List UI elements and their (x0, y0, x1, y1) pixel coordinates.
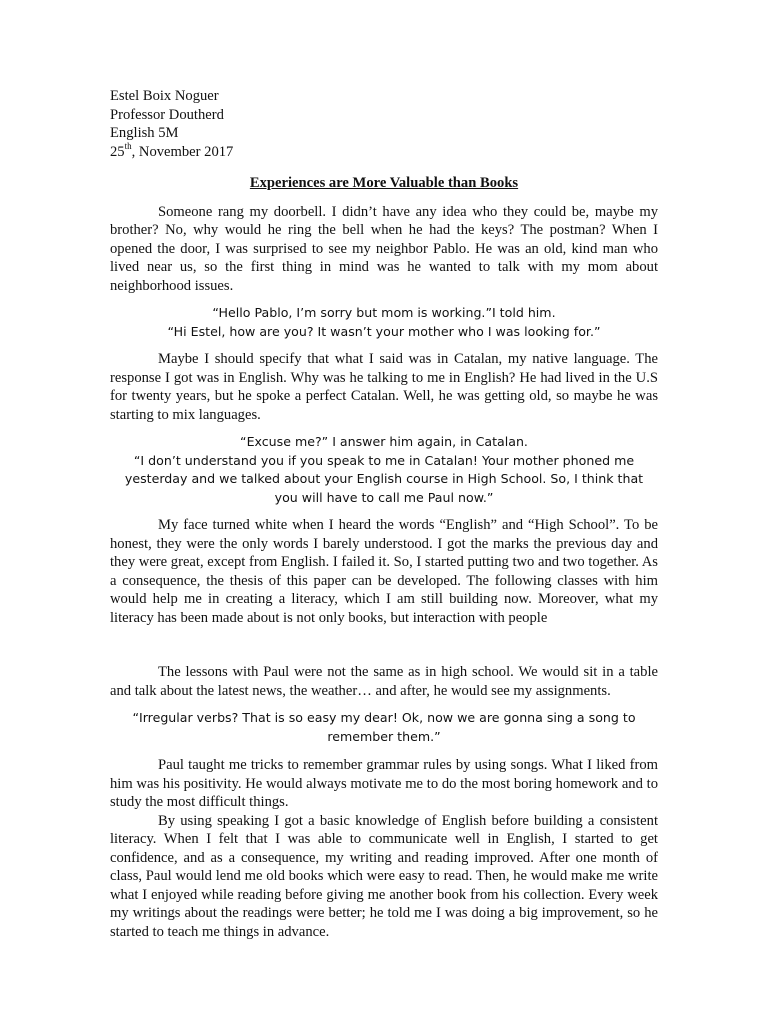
paragraph-1: Someone rang my doorbell. I didn’t have any idea who they could be, maybe my brother? No, why would he ring the bell when he had the keys? The postman? When I opened the door, I was surprised to see my neighbor Pablo. He was an old, kind man who lived near us, so the first thing in mind was he wanted to talk with my mom about neighborhood issues. (110, 203, 658, 294)
essay-title: Experiences are More Valuable than Books (249, 175, 519, 191)
author-name: Estel Boix Noguer (110, 88, 219, 104)
document-heading (110, 87, 658, 161)
date-suffix: th (124, 140, 132, 151)
document-date (110, 140, 658, 162)
dialogue-1-line-2: “Hi Estel, how are you? It wasn’t your mother who I was looking for.” (167, 323, 601, 339)
dialogue-3: “Irregular verbs? That is so easy my dear! Ok, now we are gonna sing a song to remember them.” (132, 710, 636, 744)
paragraph-3: My face turned white when I heard the words “English” and “High School”. To be honest, they were the only words I barely understood. I got the marks the previous day and they were great, except from English. I failed it. So, I started putting two and two together. As a consequence, the thesis of this paper can be developed. The following classes with him would help me in creating a literacy, which I am still building now. Moreover, what my literacy has been made about is not only books, but interaction with people (110, 517, 658, 626)
paragraph-5: Paul taught me tricks to remember grammar rules by using songs. What I liked from him was his positivity. He would always motivate me to do the most boring homework and to study the most difficult things. (110, 757, 658, 810)
paragraph-2: Maybe I should specify that what I said was in Catalan, my native language. The response I got was in English. Why was he talking to me in English? He had lived in the U.S for twenty years, but he spoke a perfect Catalan. Well, he was getting old, so maybe he was starting to mix languages. (110, 351, 658, 423)
date-day: 25 (110, 143, 125, 160)
course-name: English 5M (110, 125, 179, 141)
paragraph-6: By using speaking I got a basic knowledge of English before building a consistent literacy. When I felt that I was able to communicate well in English, I started to get confidence, and as a consequence, my writing and reading improved. After one month of class, Paul would lend me old books which were easy to read. Then, he would make me write what I enjoyed while reading before giving me another book from his collection. Every week my writings about the readings were better; he told me I was doing a big improvement, so he started to teach me things in advance. (110, 812, 658, 940)
date-rest: , November 2017 (131, 143, 234, 160)
dialogue-1-line-1: “Hello Pablo, I’m sorry but mom is working.”I told him. (212, 305, 556, 320)
paragraph-4: The lessons with Paul were not the same as in high school. We would sit in a table and talk about the latest news, the weather… and after, he would see my assignments. (110, 664, 658, 699)
dialogue-2-line-1: “Excuse me?” I answer him again, in Catalan. (240, 434, 528, 449)
dialogue-2-line-2: “I don’t understand you if you speak to me in Catalan! Your mother phoned me yesterday and we talked about your English course in High School. So, I think that you will have to call me Paul now.” (124, 452, 644, 505)
professor-name: Professor Doutherd (110, 106, 224, 123)
